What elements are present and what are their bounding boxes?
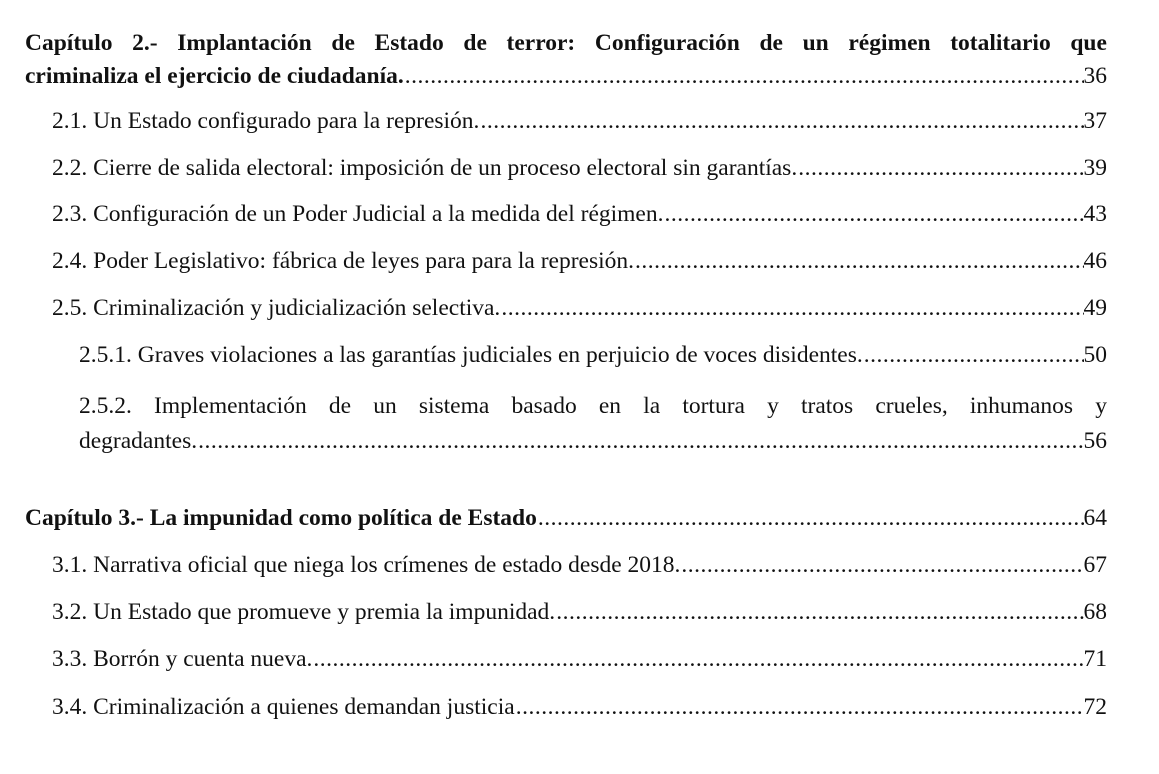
page-number: 39 bbox=[1083, 155, 1107, 181]
toc-entry-2-1[interactable] bbox=[52, 108, 1107, 135]
page-number: 49 bbox=[1083, 295, 1107, 321]
page-number: 37 bbox=[1083, 108, 1107, 134]
title-word: Implantación bbox=[177, 30, 312, 56]
title-word: un bbox=[802, 30, 829, 56]
page-number: 68 bbox=[1083, 599, 1107, 625]
dot-leader bbox=[197, 425, 1083, 458]
entry-title: 3.2. Un Estado que promueve y premia la impunidad. bbox=[52, 599, 556, 625]
title-word: 2.5.2. bbox=[79, 393, 132, 419]
entry-title: 2.2. Cierre de salida electoral: imposición de un proceso electoral sin garantías. bbox=[52, 155, 798, 181]
title-word: de bbox=[759, 30, 783, 56]
title-word: basado bbox=[511, 393, 577, 419]
chapter-2-title-line1 bbox=[25, 27, 1107, 60]
page-number: 64 bbox=[1083, 505, 1107, 531]
entry-title: 3.3. Borrón y cuenta nueva. bbox=[52, 646, 313, 672]
entry-title-line2 bbox=[79, 425, 1107, 458]
chapter-2-title-continuation: criminaliza el ejercicio de ciudadanía. bbox=[25, 63, 404, 89]
page-number: 36 bbox=[1083, 63, 1107, 89]
toc-entry-3-1[interactable] bbox=[52, 552, 1107, 579]
title-word: la bbox=[643, 393, 661, 419]
dot-leader bbox=[555, 599, 1083, 626]
entry-title: 3.4. Criminalización a quienes demandan justicia bbox=[52, 694, 515, 720]
dot-leader bbox=[515, 694, 1084, 721]
entry-title: 2.3. Configuración de un Poder Judicial a la medida del régimen. bbox=[52, 201, 664, 227]
toc-entry-3-2[interactable] bbox=[52, 599, 1107, 626]
title-word: Implementación bbox=[154, 393, 307, 419]
title-word: de bbox=[463, 30, 487, 56]
title-word: y bbox=[1095, 393, 1107, 419]
page-number: 43 bbox=[1083, 201, 1107, 227]
chapter-2-title-line2 bbox=[25, 60, 1107, 93]
entry-title: 3.1. Narrativa oficial que niega los crímenes de estado desde 2018. bbox=[52, 552, 681, 578]
dot-leader bbox=[479, 108, 1083, 135]
toc-entry-2-5-1[interactable] bbox=[79, 342, 1107, 369]
toc-entry-chapter-3[interactable] bbox=[25, 505, 1107, 532]
title-word: de bbox=[331, 30, 355, 56]
dot-leader bbox=[404, 60, 1084, 93]
dot-leader bbox=[863, 342, 1084, 369]
toc-entry-3-3[interactable] bbox=[52, 646, 1107, 673]
toc-entry-2-3[interactable] bbox=[52, 201, 1107, 228]
title-word: régimen bbox=[848, 30, 931, 56]
dot-leader bbox=[663, 201, 1083, 228]
title-word: Configuración bbox=[594, 30, 740, 56]
dot-leader bbox=[634, 248, 1083, 275]
entry-title-line1 bbox=[79, 390, 1107, 423]
entry-title-continuation: degradantes. bbox=[79, 428, 198, 454]
title-word: en bbox=[598, 393, 622, 419]
title-word: Estado bbox=[374, 30, 444, 56]
page-number: 46 bbox=[1083, 248, 1107, 274]
page-number: 50 bbox=[1083, 342, 1107, 368]
dot-leader bbox=[797, 155, 1083, 182]
title-word: inhumanos bbox=[969, 393, 1074, 419]
toc-entry-2-5[interactable] bbox=[52, 295, 1107, 322]
entry-title: 2.5. Criminalización y judicialización selectiva. bbox=[52, 295, 501, 321]
dot-leader bbox=[680, 552, 1083, 579]
dot-leader bbox=[312, 646, 1083, 673]
dot-leader bbox=[500, 295, 1083, 322]
title-word: que bbox=[1070, 30, 1107, 56]
page-number: 71 bbox=[1083, 646, 1107, 672]
page-number: 67 bbox=[1083, 552, 1107, 578]
title-word: Capítulo bbox=[25, 30, 113, 56]
entry-title: 2.5.1. Graves violaciones a las garantías judiciales en perjuicio de voces disidentes. bbox=[79, 342, 863, 368]
dot-leader bbox=[537, 505, 1084, 532]
toc-entry-2-2[interactable] bbox=[52, 155, 1107, 182]
title-word: terror: bbox=[506, 30, 576, 56]
title-word: y bbox=[767, 393, 779, 419]
toc-entry-2-4[interactable] bbox=[52, 248, 1107, 275]
title-word: tortura bbox=[682, 393, 745, 419]
toc-entry-3-4[interactable] bbox=[52, 694, 1107, 721]
title-word: un bbox=[373, 393, 397, 419]
entry-title: 2.4. Poder Legislativo: fábrica de leyes para para la represión. bbox=[52, 248, 635, 274]
page-number: 56 bbox=[1083, 428, 1107, 454]
entry-title: 2.1. Un Estado configurado para la represión. bbox=[52, 108, 480, 134]
title-word: sistema bbox=[418, 393, 490, 419]
title-word: tratos bbox=[800, 393, 854, 419]
title-word: 2.- bbox=[132, 30, 158, 56]
page-number: 72 bbox=[1083, 694, 1107, 720]
title-word: crueles, bbox=[875, 393, 948, 419]
chapter-3-title: Capítulo 3.- La impunidad como política de Estado bbox=[25, 505, 537, 531]
title-word: de bbox=[328, 393, 352, 419]
title-word: totalitario bbox=[950, 30, 1051, 56]
